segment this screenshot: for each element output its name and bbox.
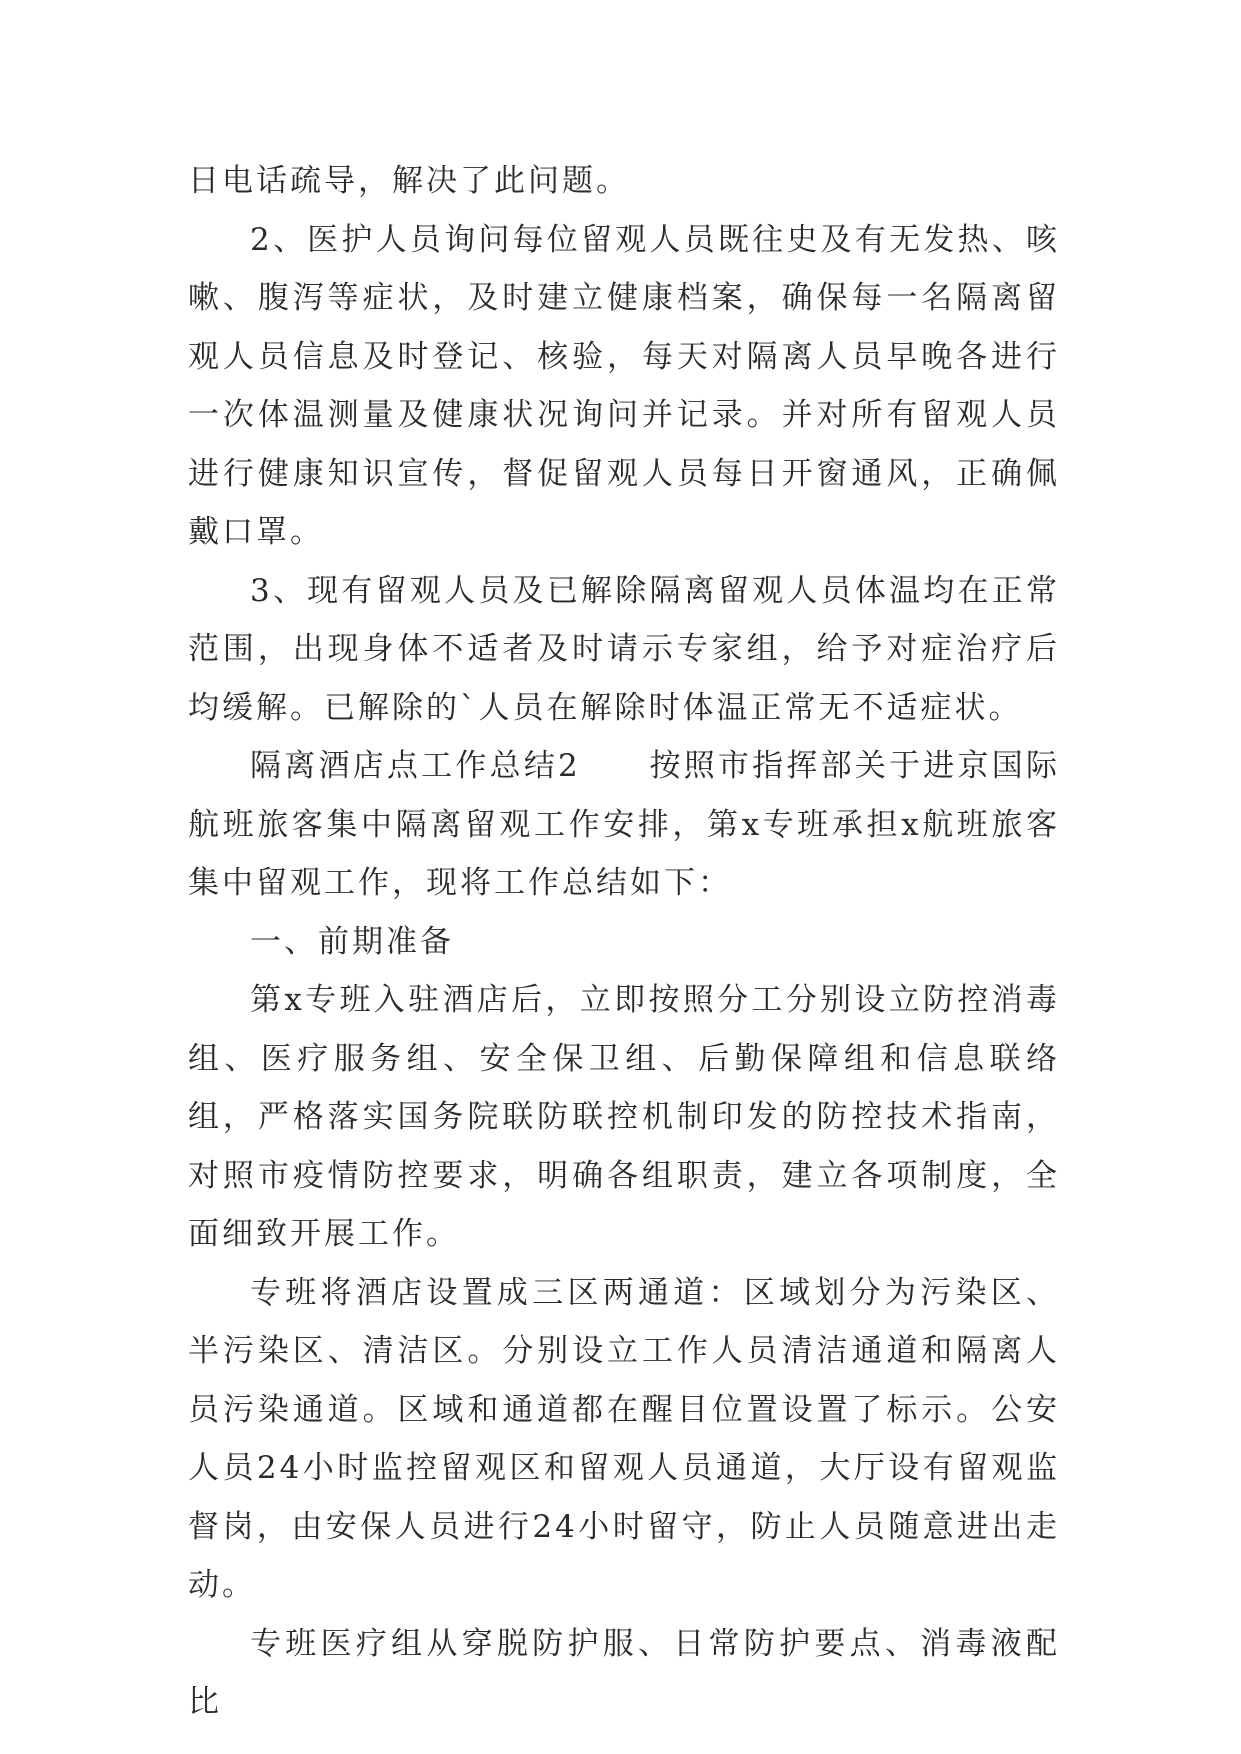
paragraph-preparation: 第x专班入驻酒店后，立即按照分工分别设立防控消毒组、医疗服务组、安全保卫组、后勤保障组和信息联络组，严格落实国务院联防联控机制印发的防控技术指南，对照市疫情防控要求，明确各组职责，建立各项制度，全面细致开展工作。 [188, 982, 1060, 1252]
paragraph-item-2: 2、医护人员询问每位留观人员既往史及有无发热、咳嗽、腹泻等症状，及时建立健康档案，确保每一名隔离留观人员信息及时登记、核验，每天对隔离人员早晚各进行一次体温测量及健康状况询问并记录。并对所有留观人员进行健康知识宣传，督促留观人员每日开窗通风，正确佩戴口罩。 [188, 221, 1060, 550]
section-heading: 一、前期准备 [250, 923, 454, 960]
paragraph-item-3: 3、现有留观人员及已解除隔离留观人员体温均在正常范围，出现身体不适者及时请示专家组，给予对症治疗后均缓解。已解除的`人员在解除时体温正常无不适症状。 [188, 572, 1060, 726]
paragraph-zones: 专班将酒店设置成三区两通道：区域划分为污染区、半污染区、清洁区。分别设立工作人员清洁通道和隔离人员污染通道。区域和通道都在醒目位置设置了标示。公安人员24小时监控留观区和留观人员通道，大厅设有留观监督岗，由安保人员进行24小时留守，防止人员随意进出走动。 [188, 1274, 1060, 1603]
paragraph-continuation: 日电话疏导，解决了此问题。 [188, 163, 630, 199]
paragraph-summary-intro: 隔离酒店点工作总结2 按照市指挥部关于进京国际航班旅客集中隔离留观工作安排，第x专班承担x航班旅客集中留观工作，现将工作总结如下： [188, 748, 1060, 901]
document-body [188, 152, 1060, 1732]
paragraph-medical-group: 专班医疗组从穿脱防护服、日常防护要点、消毒液配比 [188, 1625, 1060, 1720]
